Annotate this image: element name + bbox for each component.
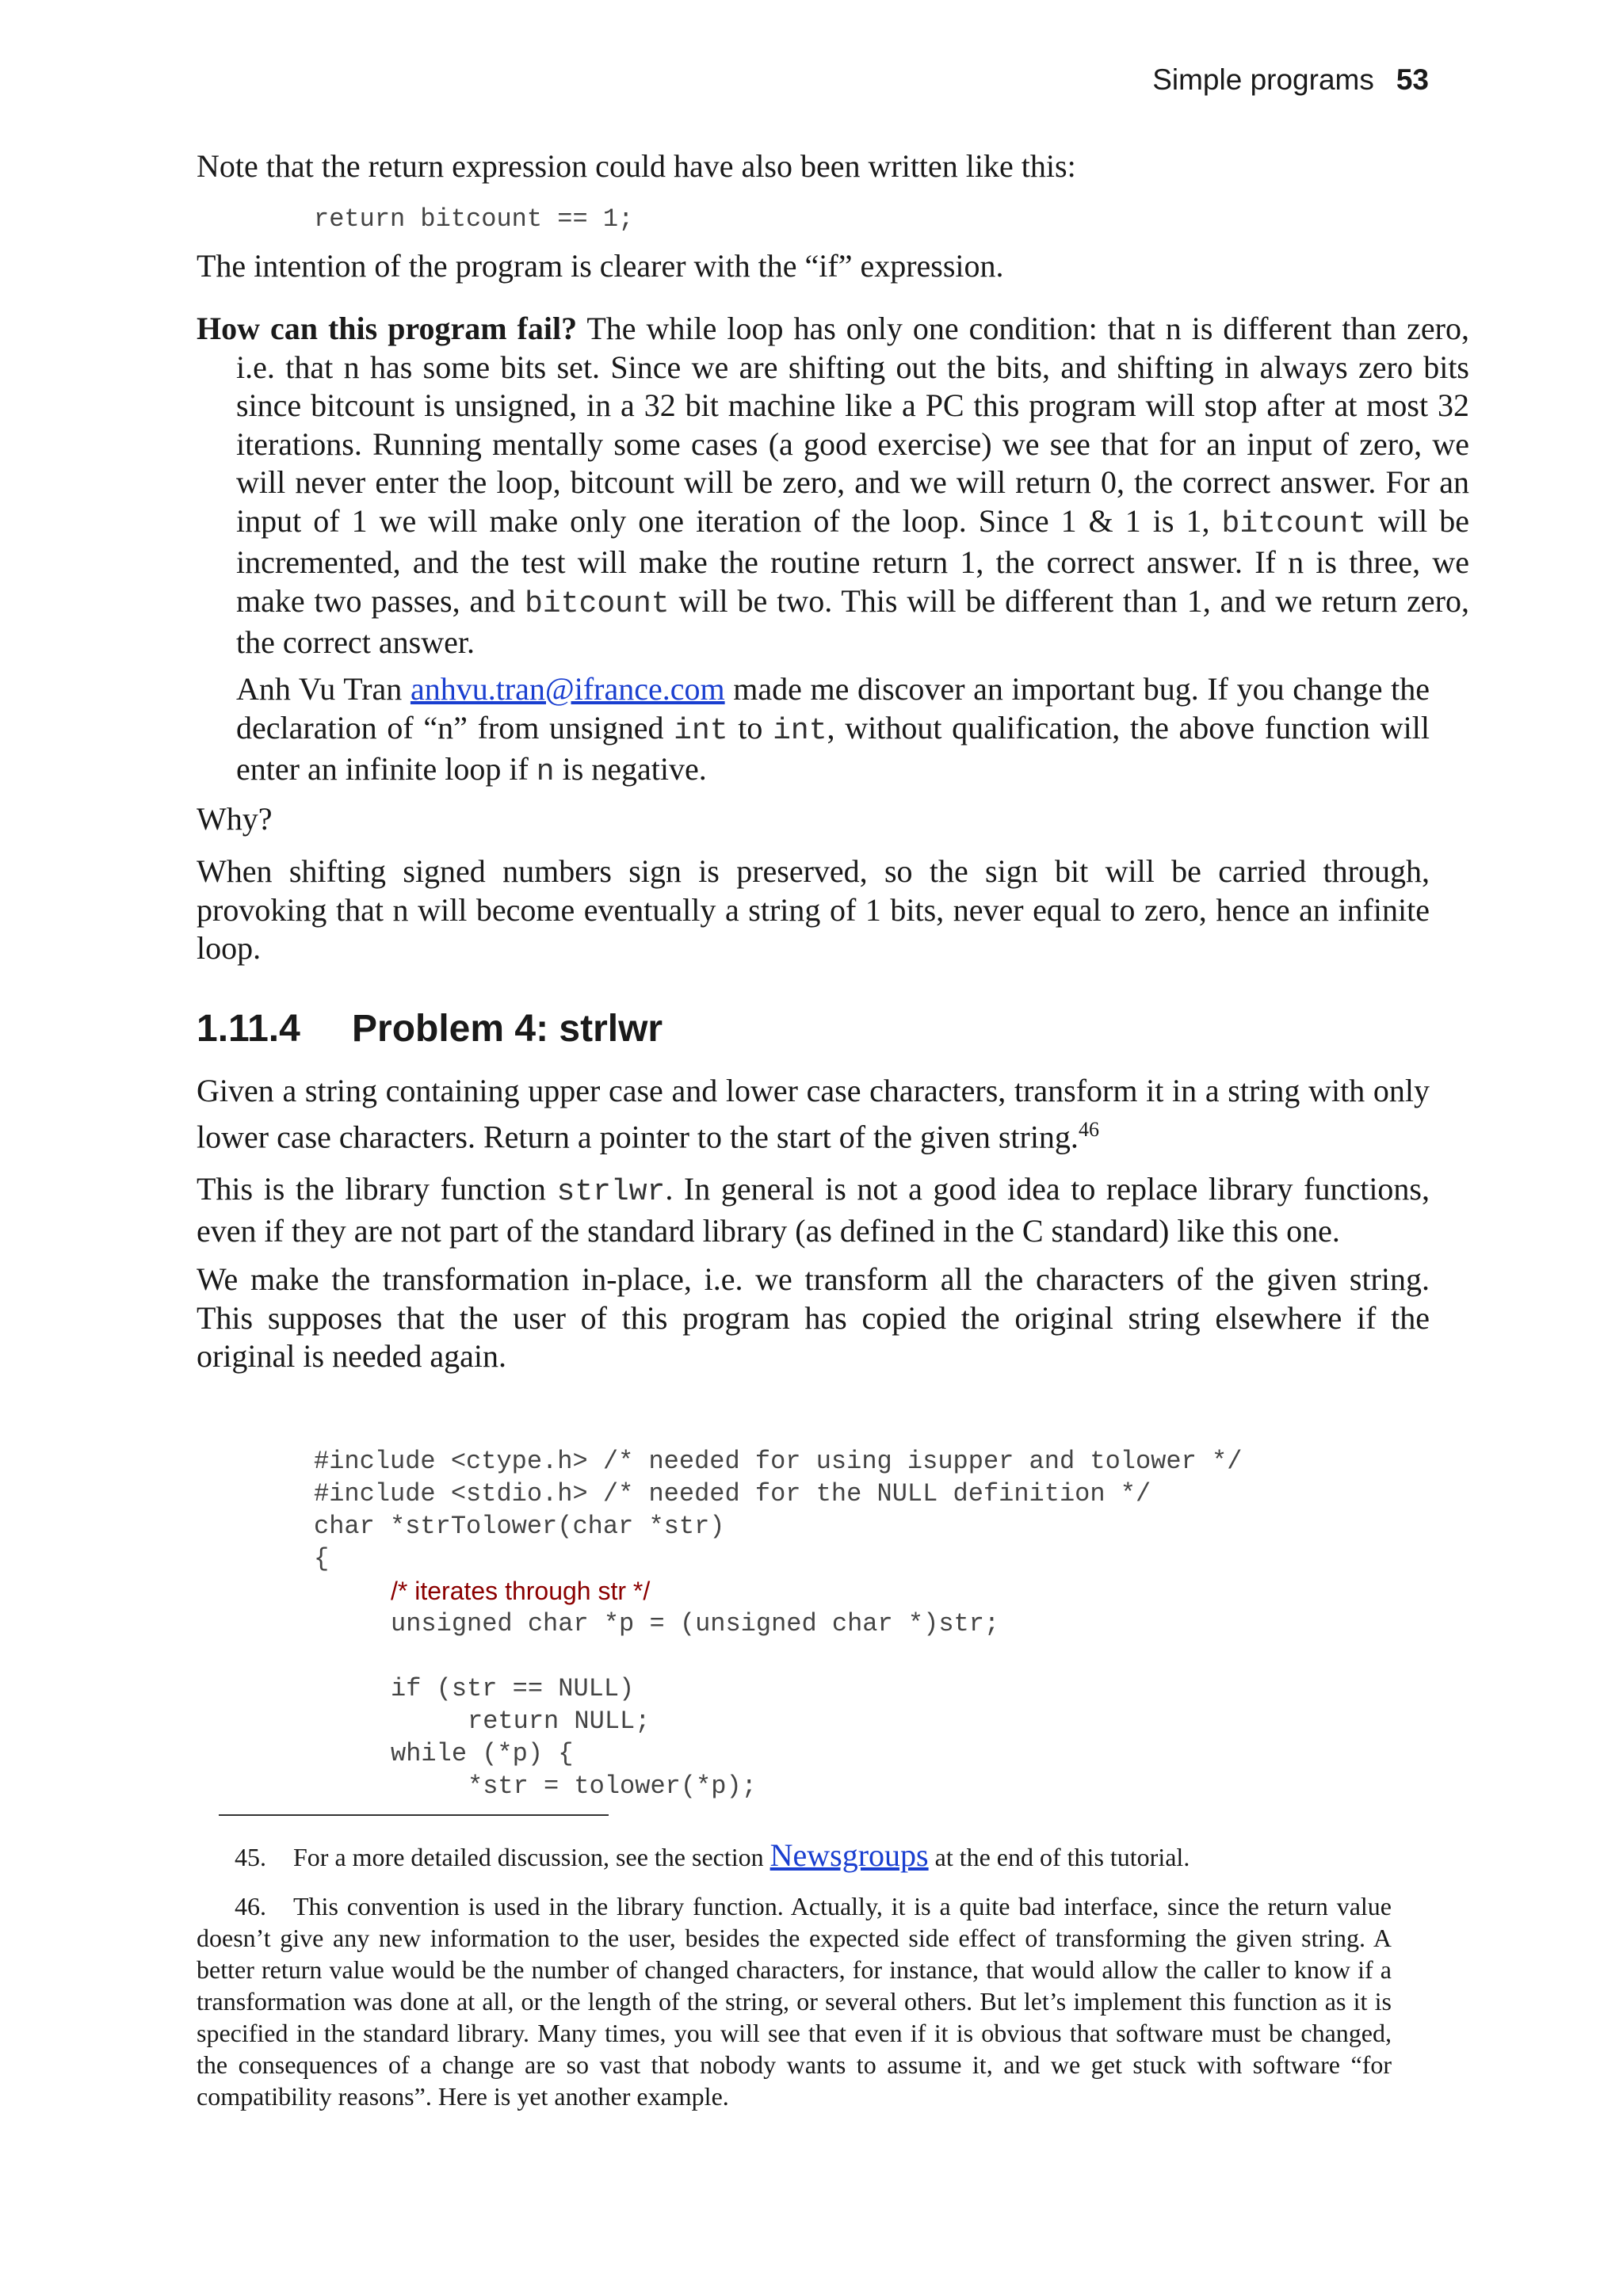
code-n: n <box>536 755 555 789</box>
footnote-number: 45. <box>235 1843 266 1871</box>
paragraph-note: Note that the return expression could have also been written like this: <box>197 148 1076 184</box>
code-line: *str = tolower(*p); <box>468 1772 757 1801</box>
section-heading <box>197 1007 663 1051</box>
anh-text-2: made me discover an important bug. If you change the declaration of “n” from unsigned <box>236 671 1430 746</box>
code-line: while (*p) { <box>391 1739 574 1768</box>
footnote-46-text: This convention is used in the library function. Actually, it is a quite bad interface, since the return value doesn’t give any new information to the user, besides the expected side effect of transforming the given string. A better return value would be the number of changed characters, for instance, that would allow the caller to know if a transformation was done at all, or the length of the string, or several others. But let’s implement this function as it is specified in the standard library. Many times, you will see that even if it is obvious that software must be changed, the consequences of a change are so vast that nobody wants to assume it, and we get stuck with software “for compatibility reasons”. Here is yet another example. <box>197 1892 1392 2111</box>
paragraph-how-can-fail <box>197 310 1469 662</box>
code-line: return NULL; <box>468 1707 651 1736</box>
paragraph-in-place: We make the transformation in-place, i.e. we transform all the characters of the given string. This supposes that the user of this program has copied the original string elsewhere if the original is needed again. <box>197 1261 1430 1374</box>
anh-text-5: is negative. <box>554 751 707 787</box>
code-bitcount-1: bitcount <box>1221 506 1366 541</box>
running-header <box>1152 63 1429 97</box>
code-bitcount-2: bitcount <box>525 586 670 621</box>
anh-text-4: , without qualification, the above function will enter an infinite loop if <box>236 709 1430 787</box>
newsgroups-link[interactable]: Newsgroups <box>769 1837 929 1873</box>
section-number: 1.11.4 <box>197 1008 300 1050</box>
code-int-1: int <box>674 713 728 748</box>
email-link[interactable]: anhvu.tran@ifrance.com <box>410 671 725 707</box>
code-line: if (str == NULL) <box>391 1674 635 1703</box>
page-number: 53 <box>1396 63 1429 96</box>
code-line: char *strTolower(char *str) <box>314 1512 725 1541</box>
lib-text-2: . In general is not a good idea to replace library functions, even if they are not part of the standard library (as defined in the C standard) like this one. <box>197 1171 1430 1249</box>
fail-text-3: will be two. This will be different than 1, and we return zero, the correct answer. <box>236 582 1469 660</box>
paragraph-intention: The intention of the program is clearer with the “if” expression. <box>197 248 1004 284</box>
code-strlwr: strlwr <box>556 1175 666 1209</box>
code-int-2: int <box>773 713 827 748</box>
anh-text-3: to <box>727 709 773 746</box>
code-line: { <box>314 1544 330 1573</box>
footnote-number: 46. <box>235 1892 266 1920</box>
paragraph-problem-statement <box>197 1072 1430 1156</box>
code-comment: /* iterates through str */ <box>391 1577 651 1605</box>
fail-text-1: The while loop has only one condition: that n is different than zero, i.e. that n has some bits set. Since we are shifting out the bits, and shifting in always zero bits since bitcount is unsigned, in a 32 bit machine like a PC this program will stop after at most 32 iterations. Running mentally some cases (a good exercise) we see that for an input of zero, we will never enter the loop, bitcount will be zero, and we will return 0, the correct answer. For an input of 1 we will make only one iteration of the loop. Since 1 & 1 is 1, <box>236 311 1469 539</box>
footnote-45-text-2: at the end of this tutorial. <box>928 1843 1190 1871</box>
code-line: #include <ctype.h> /* needed for using isupper and tolower */ <box>314 1447 1243 1476</box>
paragraph-shifting-answer: When shifting signed numbers sign is preserved, so the sign bit will be carried through, provoking that n will become eventually a string of 1 bits, never equal to zero, hence an infinite loop. <box>197 853 1430 966</box>
fail-text-2: will be incremented, and the test will make the routine return 1, the correct answer. If n is three, we make two passes, and <box>236 502 1469 619</box>
code-line: unsigned char *p = (unsigned char *)str; <box>391 1609 1000 1638</box>
footnote-rule <box>219 1814 609 1816</box>
footnote-ref-46[interactable]: 46 <box>1078 1117 1099 1141</box>
paragraph-why: Why? <box>197 801 273 837</box>
problem-text: Given a string containing upper case and lower case characters, transform it in a string with only lower case characters. Return a pointer to the start of the given string. <box>197 1073 1430 1154</box>
code-line: #include <stdio.h> /* needed for the NULL definition */ <box>314 1479 1151 1508</box>
footnote-45 <box>197 1837 1392 1873</box>
running-title: Simple programs <box>1152 63 1374 96</box>
anh-text-1: Anh Vu Tran <box>236 671 411 707</box>
footnote-46 <box>197 1890 1392 2112</box>
lib-text-1: This is the library function <box>197 1171 557 1207</box>
section-title: Problem 4: strlwr <box>352 1008 663 1050</box>
fail-heading: How can this program fail? <box>197 311 578 346</box>
paragraph-anh-vu-tran <box>236 670 1430 792</box>
code-comment-line <box>391 1575 650 1608</box>
code-return-expression: return bitcount == 1; <box>314 204 634 234</box>
footnote-45-text-1: For a more detailed discussion, see the section <box>293 1843 770 1871</box>
paragraph-library-function <box>197 1170 1430 1250</box>
